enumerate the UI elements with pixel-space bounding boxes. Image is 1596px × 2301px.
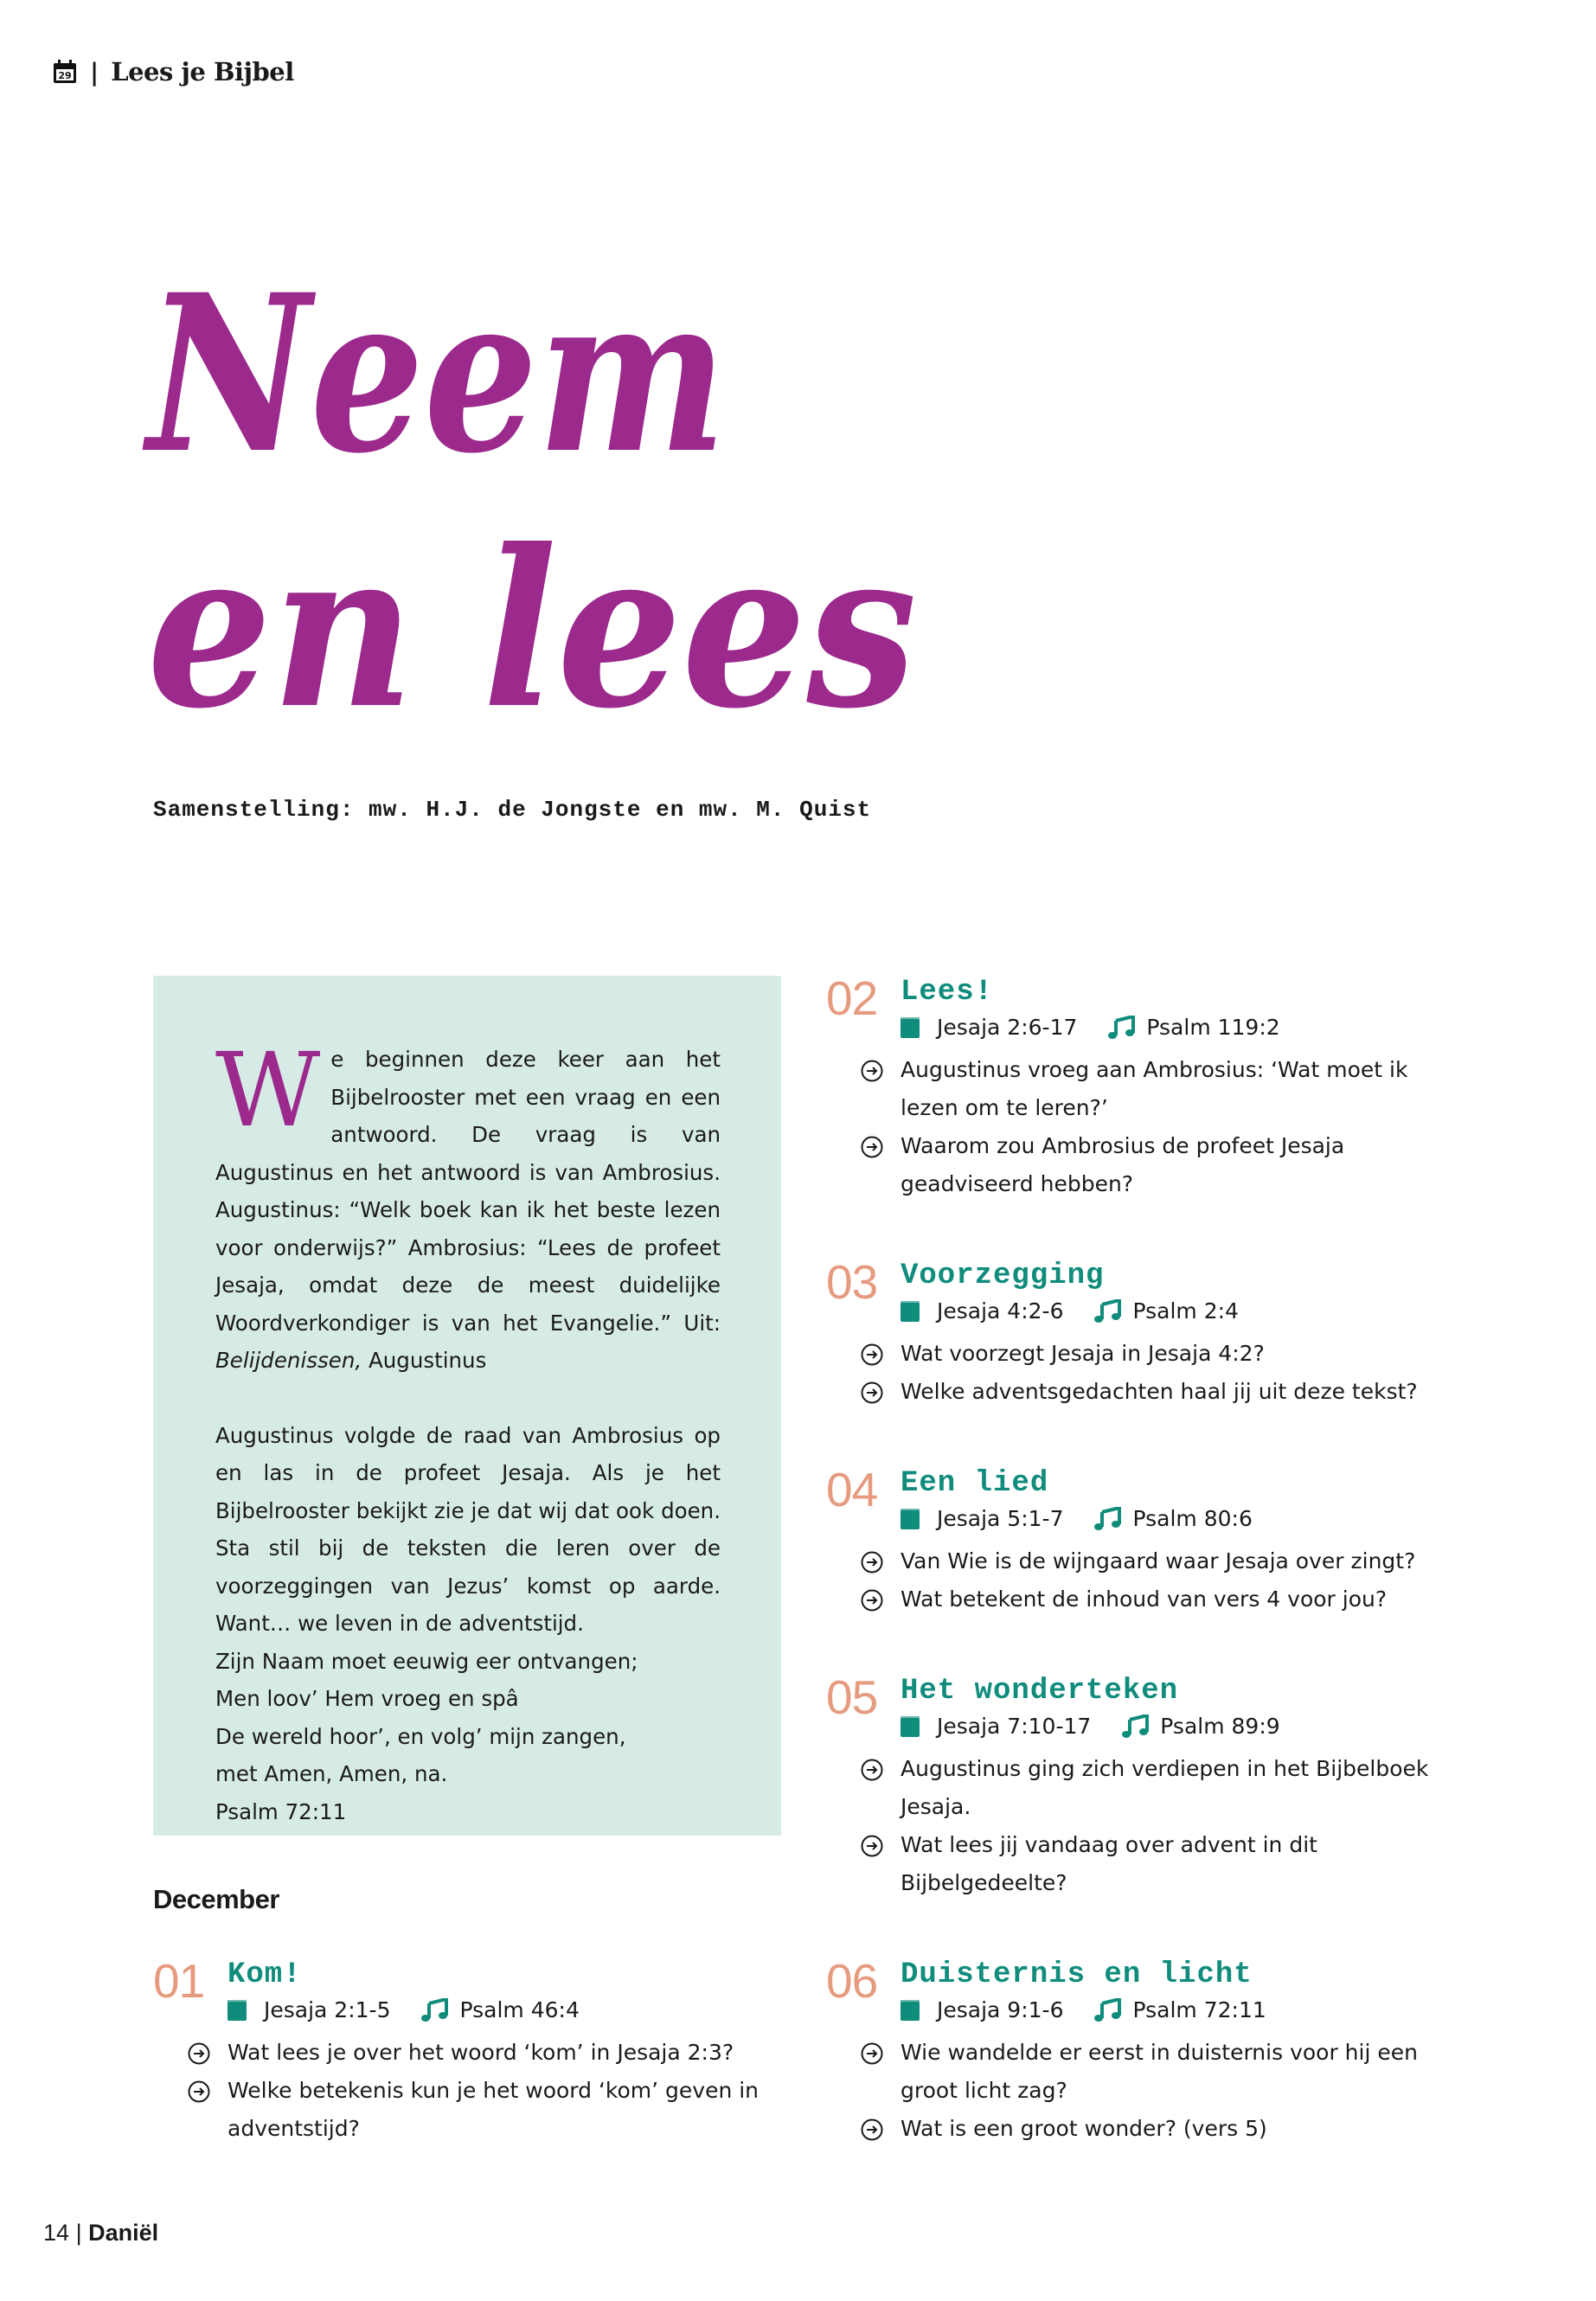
day-references bbox=[901, 1997, 1266, 2022]
arrow-circle-icon bbox=[861, 1343, 883, 1366]
day-references bbox=[901, 1015, 1280, 1040]
music-note-icon bbox=[1108, 1016, 1136, 1040]
question: Van Wie is de wijngaard waar Jesaja over zingt? bbox=[861, 1542, 1449, 1580]
poem-line: met Amen, Amen, na. bbox=[215, 1761, 448, 1786]
day-references bbox=[901, 1298, 1239, 1324]
reading-reference: Jesaja 2:1-5 bbox=[264, 1997, 391, 2022]
book-icon bbox=[901, 1017, 920, 1038]
arrow-circle-icon bbox=[861, 1589, 883, 1612]
poem-reference: Psalm 72:11 bbox=[215, 1798, 347, 1824]
poem-line: De wereld hoor’, en volg’ mijn zangen, bbox=[215, 1723, 626, 1749]
book-icon bbox=[901, 1301, 920, 1322]
day-number: 03 bbox=[826, 1255, 878, 1309]
reading-reference: Jesaja 5:1-7 bbox=[937, 1506, 1064, 1531]
arrow-circle-icon bbox=[861, 1835, 883, 1857]
day-title: Voorzegging bbox=[901, 1259, 1105, 1292]
question: Augustinus vroeg aan Ambrosius: ‘Wat moet ik lezen om te leren?’ bbox=[861, 1051, 1449, 1127]
day-title: Lees! bbox=[901, 976, 994, 1009]
psalm-reference: Psalm 72:11 bbox=[1132, 1997, 1266, 2022]
day-number: 01 bbox=[153, 1954, 205, 2008]
question: Welke betekenis kun je het woord ‘kom’ geven in adventstijd? bbox=[188, 2072, 776, 2148]
arrow-circle-icon bbox=[861, 2118, 883, 2141]
question: Welke adventsgedachten haal jij uit deze tekst? bbox=[861, 1373, 1449, 1411]
psalm-reference: Psalm 46:4 bbox=[459, 1997, 580, 2022]
title-line-2: en lees bbox=[147, 502, 917, 756]
arrow-circle-icon bbox=[861, 1551, 883, 1574]
arrow-circle-icon bbox=[861, 1136, 883, 1158]
magazine-name: Daniël bbox=[88, 2220, 159, 2246]
page-footer bbox=[43, 2220, 158, 2247]
question-list bbox=[861, 1542, 1449, 1618]
book-icon bbox=[901, 1509, 920, 1529]
psalm-reference: Psalm 89:9 bbox=[1160, 1714, 1280, 1739]
calendar-icon bbox=[52, 59, 78, 85]
arrow-circle-icon bbox=[861, 1381, 883, 1404]
day-title: Duisternis en licht bbox=[901, 1958, 1253, 1991]
question: Wat lees jij vandaag over advent in dit Bijbelgedeelte? bbox=[861, 1826, 1449, 1902]
intro-paragraph-2: Augustinus volgde de raad van Ambrosius op en las in de profeet Jesaja. Als je het Bijbelrooster bekijkt zie je dat wij dat ook doen. Sta stil bij de teksten die leren over de voorzeggingen van Jezus’ komst op aarde. Want… we leven in de adventstijd. bbox=[215, 1422, 721, 1636]
poem-line: Men loov’ Hem vroeg en spâ bbox=[215, 1686, 519, 1711]
intro-paragraph-1: We beginnen deze keer aan het Bijbelrooster met een vraag en een antwoord. De vraag is van Augustinus en het antwoord is van Ambrosius. Augustinus: “Welk boek kan ik het beste lezen voor onderwijs?” Ambrosius: “Lees de profeet Jesaja, omdat deze de meest duidelijke Woordverkondiger is van het Evangelie.” Uit: Belijdenissen, Augustinus bbox=[215, 1030, 721, 1373]
poem-line: Zijn Naam moet eeuwig eer ontvangen; bbox=[215, 1648, 638, 1674]
day-title: Het wonderteken bbox=[901, 1675, 1179, 1708]
question: Waarom zou Ambrosius de profeet Jesaja geadviseerd hebben? bbox=[861, 1127, 1449, 1203]
question: Wat lees je over het woord ‘kom’ in Jesaja 2:3? bbox=[188, 2034, 776, 2072]
intro-box bbox=[153, 976, 781, 1836]
music-note-icon bbox=[1094, 1507, 1122, 1531]
running-header bbox=[52, 57, 294, 87]
question-list bbox=[188, 2034, 776, 2148]
credits: Samenstelling: mw. H.J. de Jongste en mw. M. Quist bbox=[153, 797, 872, 823]
book-icon bbox=[901, 2000, 920, 2021]
page-number: 14 bbox=[43, 2220, 70, 2246]
page-title bbox=[142, 247, 960, 756]
arrow-circle-icon bbox=[861, 1060, 883, 1082]
arrow-circle-icon bbox=[188, 2080, 210, 2103]
question: Wat betekent de inhoud van vers 4 voor jou? bbox=[861, 1580, 1449, 1618]
day-title: Een lied bbox=[901, 1467, 1049, 1500]
question-list bbox=[861, 2034, 1449, 2148]
arrow-circle-icon bbox=[188, 2042, 210, 2065]
psalm-reference: Psalm 80:6 bbox=[1132, 1506, 1253, 1531]
day-title: Kom! bbox=[228, 1958, 302, 1991]
footer-separator: | bbox=[75, 2220, 82, 2246]
book-icon bbox=[228, 2000, 247, 2021]
day-number: 02 bbox=[826, 971, 878, 1025]
question: Wat voorzegt Jesaja in Jesaja 4:2? bbox=[861, 1335, 1449, 1373]
question-list bbox=[861, 1051, 1449, 1203]
title-line-1: Neem bbox=[142, 247, 727, 501]
music-note-icon bbox=[1122, 1715, 1150, 1739]
day-number: 04 bbox=[826, 1463, 878, 1516]
drop-cap: W bbox=[215, 1030, 321, 1150]
reading-reference: Jesaja 9:1-6 bbox=[937, 1997, 1064, 2022]
day-number: 06 bbox=[826, 1954, 878, 2008]
psalm-reference: Psalm 119:2 bbox=[1146, 1015, 1280, 1040]
question-list bbox=[861, 1335, 1449, 1411]
question: Wie wandelde er eerst in duisternis voor hij een groot licht zag? bbox=[861, 2034, 1449, 2110]
music-note-icon bbox=[1094, 1998, 1122, 2022]
day-number: 05 bbox=[826, 1670, 878, 1724]
svg-text:29: 29 bbox=[58, 70, 72, 81]
question-list bbox=[861, 1750, 1449, 1902]
reading-reference: Jesaja 4:2-6 bbox=[937, 1298, 1064, 1324]
header-separator: | bbox=[90, 57, 99, 87]
reading-reference: Jesaja 2:6-17 bbox=[937, 1015, 1078, 1040]
day-references bbox=[901, 1714, 1280, 1739]
poem bbox=[215, 1643, 721, 1831]
arrow-circle-icon bbox=[861, 1759, 883, 1781]
question: Augustinus ging zich verdiepen in het Bijbelboek Jesaja. bbox=[861, 1750, 1449, 1826]
day-references bbox=[901, 1506, 1253, 1531]
day-references bbox=[228, 1997, 580, 2022]
section-title: Lees je Bijbel bbox=[111, 57, 294, 87]
arrow-circle-icon bbox=[861, 2042, 883, 2065]
month-heading: December bbox=[153, 1884, 279, 1914]
psalm-reference: Psalm 2:4 bbox=[1132, 1298, 1239, 1324]
music-note-icon bbox=[1094, 1299, 1122, 1324]
book-icon bbox=[901, 1716, 920, 1737]
music-note-icon bbox=[421, 1998, 449, 2022]
question: Wat is een groot wonder? (vers 5) bbox=[861, 2110, 1449, 2148]
reading-reference: Jesaja 7:10-17 bbox=[937, 1714, 1092, 1739]
